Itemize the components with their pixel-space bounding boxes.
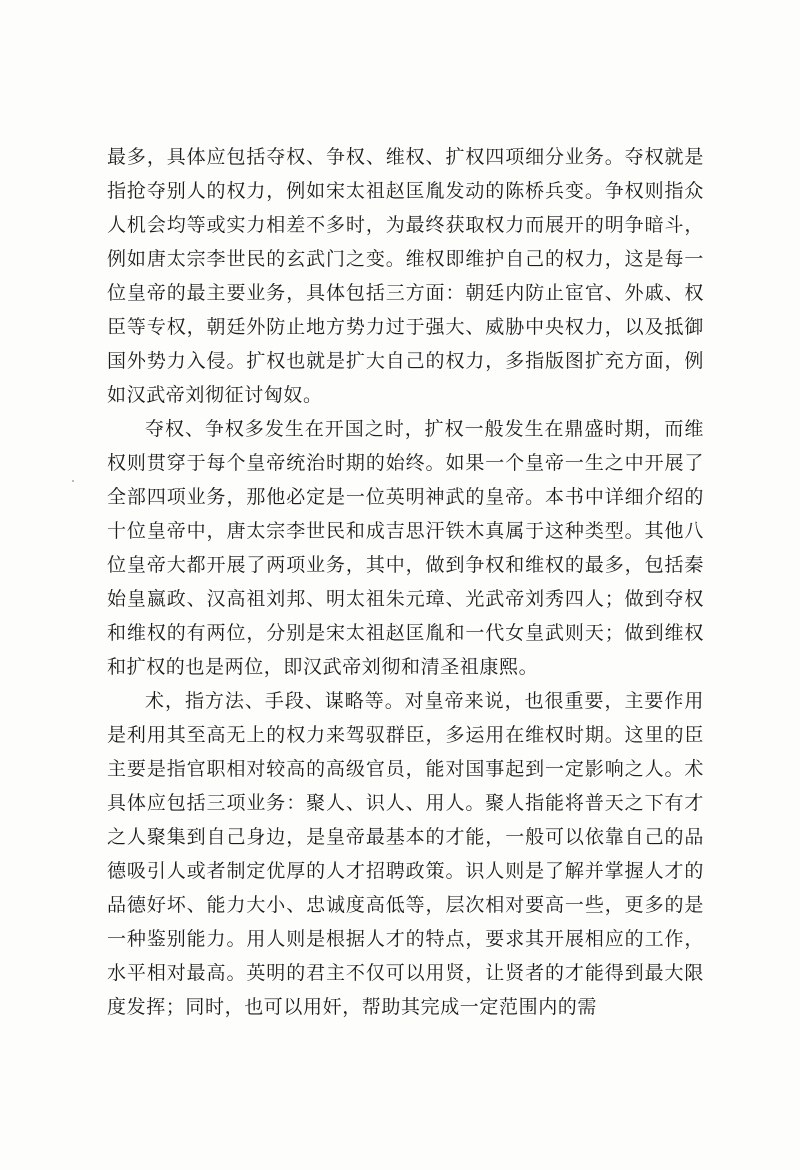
paragraph-methods: 术，指方法、手段、谋略等。对皇帝来说，也很重要，主要作用是利用其至高无上的权力来驾驭群臣，多运用在维权时期。这里的臣主要是指官职相对较高的高级官员，能对国事起到一定影响之人。术具体应包括三项业务：聚人、识人、用人。聚人指能将普天之下有才之人聚集到自己身边，是皇帝最基本的才能，一般可以依靠自己的品德吸引人或者制定优厚的人才招聘政策。识人则是了解并掌握人才的品德好坏、能力大小、忠诚度高低等，层次相对要高一些，更多的是一种鉴别能力。用人则是根据人才的特点，要求其开展相应的工作，水平相对最高。英明的君主不仅可以用贤，让贤者的才能得到最大限度发挥；同时，也可以用奸，帮助其完成一定范围内的需 [107, 690, 704, 1018]
paragraph-power-types: 夺权、争权多发生在开国之时，扩权一般发生在鼎盛时期，而维权则贯穿于每个皇帝统治时期的始终。如果一个皇帝一生之中开展了全部四项业务，那他必定是一位英明神武的皇帝。本书中详细介绍的十位皇帝中，唐太宗李世民和成吉思汗铁木真属于这种类型。其他八位皇帝大都开展了两项业务，其中，做到争权和维权的最多，包括秦始皇嬴政、汉高祖刘邦、明太祖朱元璋、光武帝刘秀四人；做到夺权和维权的有两位，分别是宋太祖赵匡胤和一代女皇武则天；做到维权和扩权的也是两位，即汉武帝刘彻和清圣祖康熙。 [107, 418, 704, 678]
body-text [107, 140, 704, 1024]
paragraph-continuation: 最多，具体应包括夺权、争权、维权、扩权四项细分业务。夺权就是指抢夺别人的权力，例如宋太祖赵匡胤发动的陈桥兵变。争权则指众人机会均等或实力相差不多时，为最终获取权力而展开的明争暗斗，例如唐太宗李世民的玄武门之变。维权即维护自己的权力，这是每一位皇帝的最主要业务，具体包括三方面：朝廷内防止宦官、外戚、权臣等专权，朝廷外防止地方势力过于强大、威胁中央权力，以及抵御国外势力入侵。扩权也就是扩大自己的权力，多指版图扩充方面，例如汉武帝刘彻征讨匈奴。 [107, 146, 704, 406]
scan-speck [72, 480, 74, 482]
